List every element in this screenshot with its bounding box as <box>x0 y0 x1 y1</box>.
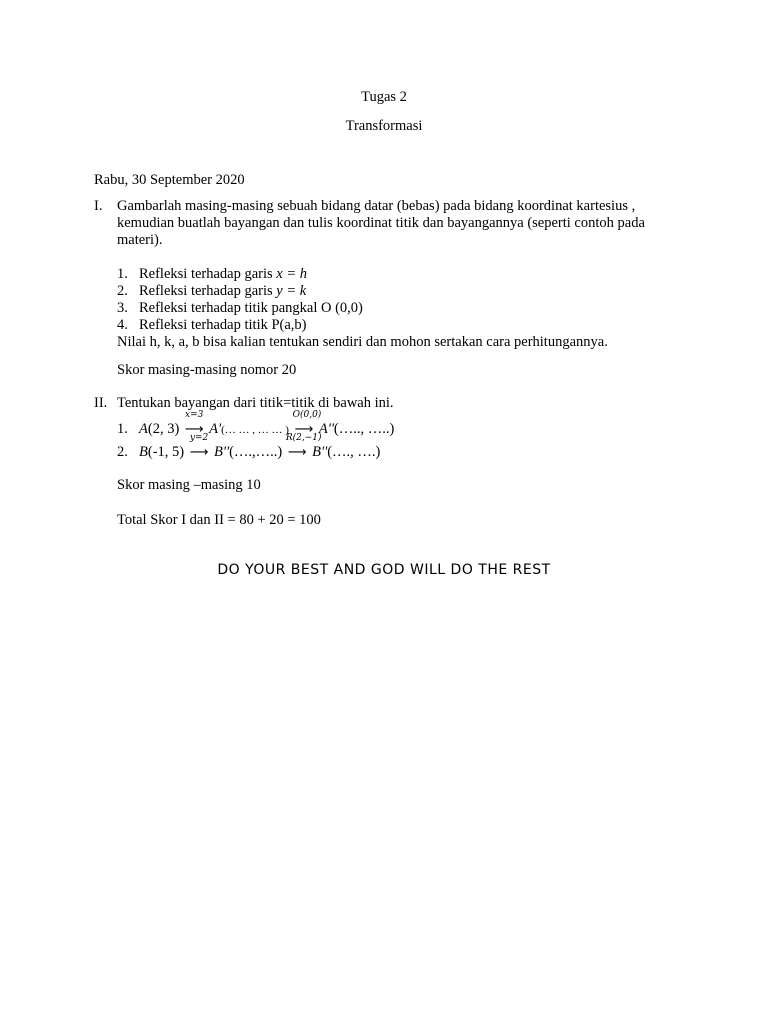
arrow-label: y=2 <box>189 433 209 443</box>
point-label: B <box>139 444 148 460</box>
final-point-coords: (….., …..) <box>333 421 395 437</box>
image-point-label: B <box>214 444 223 460</box>
prime-mark: '' <box>320 444 328 460</box>
document-subtitle: Transformasi <box>345 118 423 134</box>
prime-mark: '' <box>222 444 230 460</box>
point-label: A <box>139 421 148 437</box>
final-point-label: B <box>312 444 321 460</box>
section-2-numeral: II. <box>94 395 108 411</box>
point-coords: (-1, 5) <box>147 444 185 460</box>
transform-arrow <box>188 433 211 461</box>
image-point-label: A <box>209 421 219 437</box>
image-point-coords: (….,…..) <box>229 444 283 460</box>
list-item-number: 4. <box>117 317 128 333</box>
list-item <box>117 300 363 317</box>
final-point-coords: (…., ….) <box>327 444 381 460</box>
list-item-text: Refleksi terhadap garis <box>139 266 277 282</box>
list-item-number: 3. <box>117 300 128 316</box>
list-item-math: x = h <box>276 266 308 282</box>
arrow-label: R(2,−1) <box>285 433 322 443</box>
list-item-text: Refleksi terhadap garis <box>139 283 277 299</box>
prime-mark: ' <box>218 421 222 437</box>
section-1-score: Skor masing-masing nomor 20 <box>117 362 297 378</box>
closing-message: DO YOUR BEST AND GOD WILL DO THE REST <box>217 562 551 578</box>
prime-mark: '' <box>327 421 334 437</box>
section-1-instruction: Gambarlah masing-masing sebuah bidang datar (bebas) pada bidang koordinat kartesius , kemudian buatlah bayangan dan tulis koordinat titik dan bayangannya (seperti contoh pada materi). <box>117 198 645 248</box>
section-1-numeral: I. <box>94 198 103 214</box>
section-2-instruction: Tentukan bayangan dari titik=titik di bawah ini. <box>117 395 394 411</box>
section-2-score: Skor masing –masing 10 <box>117 477 261 493</box>
arrow-label: O(0,0) <box>292 410 322 420</box>
date-line: Rabu, 30 September 2020 <box>94 172 245 188</box>
list-item-number: 2. <box>117 444 128 460</box>
total-score: Total Skor I dan II = 80 + 20 = 100 <box>117 512 321 528</box>
arrow-right-icon: ⟶ <box>287 445 307 460</box>
list-item-math: y = k <box>276 283 307 299</box>
transformation-row <box>117 433 381 461</box>
arrow-right-icon: ⟶ <box>184 422 204 437</box>
transform-arrow <box>285 433 322 461</box>
transformation-row <box>117 410 395 439</box>
arrow-right-icon: ⟶ <box>294 422 314 437</box>
list-item <box>117 266 307 283</box>
point-coords: (2, 3) <box>147 421 180 437</box>
document-title: Tugas 2 <box>361 89 407 105</box>
image-point-coords: (… … , … … ) <box>221 424 289 436</box>
arrow-right-icon: ⟶ <box>189 445 209 460</box>
list-item-number: 2. <box>117 283 128 299</box>
list-item <box>117 283 306 300</box>
arrow-label: x=3 <box>185 410 204 420</box>
section-1-note: Nilai h, k, a, b bisa kalian tentukan sendiri dan mohon sertakan cara perhitungannya. <box>117 334 608 350</box>
list-item-number: 1. <box>117 266 128 282</box>
list-item-text: Refleksi terhadap titik pangkal O (0,0) <box>139 300 363 316</box>
final-point-label: A <box>318 421 328 437</box>
list-item-number: 1. <box>117 421 128 437</box>
list-item-text: Refleksi terhadap titik P(a,b) <box>139 317 307 333</box>
list-item <box>117 317 307 334</box>
